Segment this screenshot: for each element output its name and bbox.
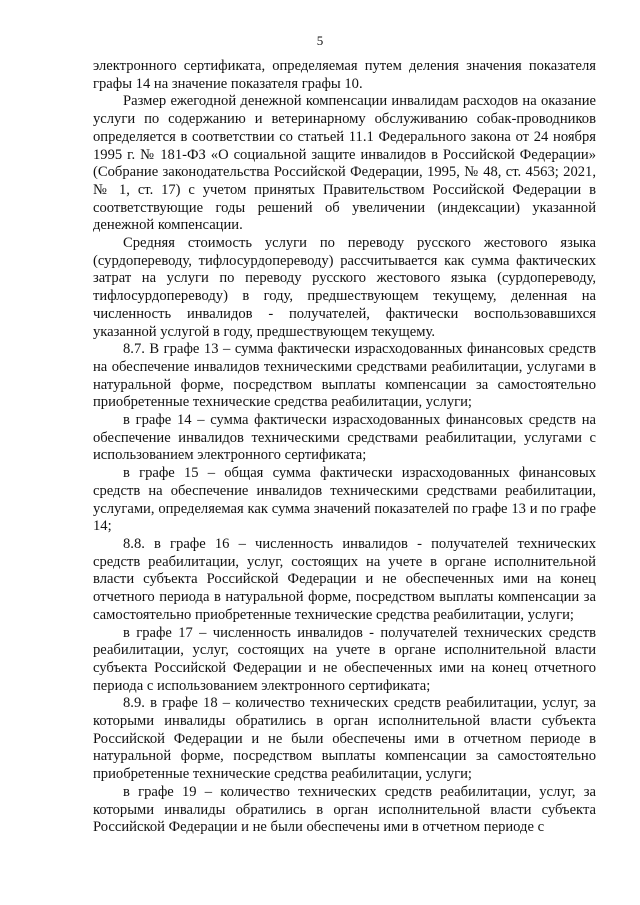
paragraph-8-8-column-16: 8.8. в графе 16 – численность инвалидов - получателей технических средств реабилитации, услуг, состоящих на учете в органе исполнительной власти субъекта Российской Федерации и не обеспеченных ими на конец отчетного периода в натуральной форме, посредством выплаты компенсации за самостоятельно приобретенные технические средства реабилитации, услуги; — [93, 535, 596, 623]
paragraph-dog-guide-compensation: Размер ежегодной денежной компенсации инвалидам расходов на оказание услуги по содержанию и ветеринарному обслуживанию собак-проводников определяется в соответствии со статьей 11.1 Федерального закона от 24 ноября 1995 г. № 181-ФЗ «О социальной защите инвалидов в Российской Федерации» (Собрание законодательства Российской Федерации, 1995, № 48, ст. 4563; 2021, № 1, ст. 17) с учетом принятых Правительством Российской Федерации в соответствующие годы решений об увеличении (индексации) указанной денежной компенсации. — [93, 93, 596, 234]
paragraph-8-9-column-18: 8.9. в графе 18 – количество технических средств реабилитации, услуг, за которыми инвалиды обратились в орган исполнительной власти субъекта Российской Федерации и не были обеспечены ими в отчетном периоде в натуральной форме, посредством выплаты компенсации за самостоятельно приобретенные технические средства реабилитации, услуги; — [93, 695, 596, 783]
paragraph-sign-language-cost: Средняя стоимость услуги по переводу русского жестового языка (сурдопереводу, тифлосурдопереводу) рассчитывается как сумма фактических затрат на услуги по переводу русского жестового языка (сурдопереводу, тифлосурдопереводу) в году, предшествующем текущему, деленная на численность инвалидов - получателей, фактически воспользовавшихся указанной услугой в году, предшествующем текущему. — [93, 235, 596, 340]
paragraph-column-15: в графе 15 – общая сумма фактически израсходованных финансовых средств на обеспечение инвалидов техническими средствами реабилитации, услугами, определяемая как сумма значений показателей по графе 13 и по графе 14; — [93, 465, 596, 535]
paragraph-column-14: в графе 14 – сумма фактически израсходованных финансовых средств на обеспечение инвалидов техническими средствами реабилитации, услугами с использованием электронного сертификата; — [93, 412, 596, 464]
paragraph-continuation: электронного сертификата, определяемая путем деления значения показателя графы 14 на значение показателя графы 10. — [93, 58, 596, 92]
paragraph-column-17: в графе 17 – численность инвалидов - получателей технических средств реабилитации, услуг, состоящих на учете в органе исполнительной власти субъекта Российской Федерации и не обеспеченных ими на конец отчетного периода с использованием электронного сертификата; — [93, 624, 596, 694]
paragraph-column-19: в графе 19 – количество технических средств реабилитации, услуг, за которыми инвалиды обратились в орган исполнительной власти субъекта Российской Федерации и не были обеспечены ими в отчетном периоде с — [93, 783, 596, 836]
paragraph-8-7-column-13: 8.7. В графе 13 – сумма фактически израсходованных финансовых средств на обеспечение инвалидов техническими средствами реабилитации, услугами в натуральной форме, посредством выплаты компенсации за самостоятельно приобретенные технические средства реабилитации, услуги; — [93, 341, 596, 411]
page-number: 5 — [316, 33, 324, 48]
document-body — [93, 58, 596, 837]
